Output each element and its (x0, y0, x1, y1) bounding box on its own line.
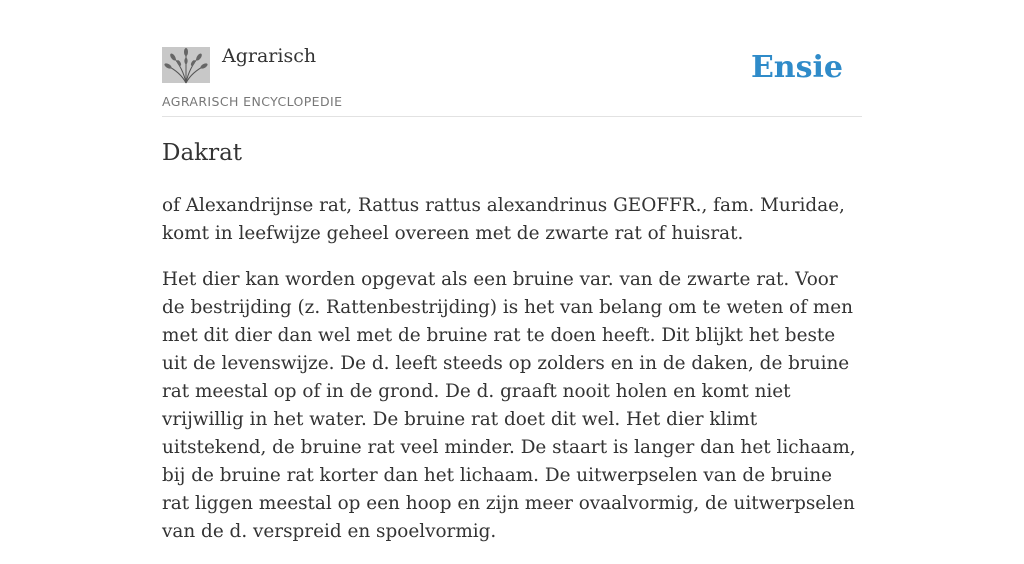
source-name-link[interactable]: Agrarisch (222, 45, 317, 67)
article-body (162, 192, 862, 564)
source-subtitle: AGRARISCH ENCYCLOPEDIE (162, 94, 343, 109)
ensie-logo-link[interactable]: Ensie (750, 50, 843, 85)
article-paragraph: Het dier kan worden opgevat als een bruine var. van de zwarte rat. Voor de bestrijding (z. Rattenbestrijding) is het van belang om te weten of men met dit dier dan wel met de bruine rat te doen heeft. Dit blijkt het beste uit de levenswijze. De d. leeft steeds op zolders en in de daken, de bruine rat meestal op of in de grond. De d. graaft nooit holen en komt niet vrijwillig in het water. De bruine rat doet dit wel. Het dier klimt uitstekend, de bruine rat veel minder. De staart is langer dan het lichaam, bij de bruine rat korter dan het lichaam. De uitwerpselen van de bruine rat liggen meestal op een hoop en zijn meer ovaalvormig, de uitwerpselen van de d. verspreid en spoelvormig. (162, 269, 856, 542)
content-container (162, 0, 862, 542)
article-title: Dakrat (162, 140, 243, 166)
article-paragraph: of Alexandrijnse rat, Rattus rattus alexandrinus GEOFFR., fam. Muridae, komt in leefwijze geheel overeen met de zwarte rat of huisrat. (162, 195, 845, 244)
wheat-icon (162, 47, 210, 83)
source-avatar[interactable] (162, 47, 210, 83)
header (162, 0, 862, 117)
